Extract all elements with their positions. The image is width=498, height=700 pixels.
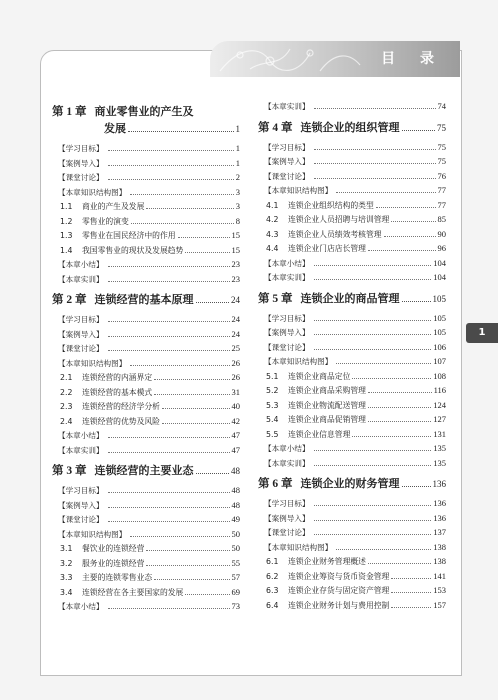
leader-dots	[352, 368, 431, 379]
chapter-number: 第 3 章	[52, 465, 87, 477]
toc-section-entry[interactable]	[258, 226, 446, 241]
entry-label: 【案例导入】	[58, 158, 104, 168]
chapter-heading[interactable]	[52, 461, 240, 478]
chapter-title-line2	[52, 119, 240, 136]
entry-label: 服务业的连锁经营	[82, 558, 145, 568]
page-number-tab: 1	[466, 323, 498, 343]
toc-box-entry[interactable]	[52, 140, 240, 155]
toc-box-entry[interactable]	[258, 255, 446, 270]
chapter-number: 第 2 章	[52, 294, 87, 306]
leader-dots	[391, 568, 431, 579]
toc-section-entry[interactable]	[52, 555, 240, 570]
page-number: 105	[432, 293, 446, 304]
leader-dots	[108, 442, 230, 453]
entry-label: 【本章知识结构图】	[58, 529, 127, 539]
leader-dots	[162, 413, 230, 424]
toc-box-entry[interactable]	[52, 482, 240, 497]
page-number: 26	[231, 357, 240, 368]
page-number: 138	[433, 556, 446, 566]
chapter-number: 第 1 章	[52, 106, 87, 118]
leader-dots	[368, 240, 436, 251]
leader-dots	[196, 461, 230, 474]
toc-box-entry[interactable]	[52, 326, 240, 341]
leader-dots	[108, 427, 230, 438]
toc-box-entry[interactable]	[258, 440, 446, 455]
chapter-heading[interactable]	[258, 289, 446, 306]
leader-dots	[384, 226, 436, 237]
chapter-heading[interactable]	[52, 103, 240, 136]
chapter-title: 连锁经营的基本原理	[94, 293, 194, 306]
toc-box-entry[interactable]	[52, 256, 240, 271]
leader-dots	[108, 497, 230, 508]
page-number: 1	[235, 157, 240, 168]
entry-label: 【案例导入】	[264, 513, 310, 523]
toc-left-column	[52, 98, 240, 613]
leader-dots	[108, 140, 234, 151]
entry-label: 【案例导入】	[58, 500, 104, 510]
page-number: 15	[231, 230, 240, 240]
toc-section-entry[interactable]	[52, 569, 240, 584]
entry-label: 【课堂讨论】	[264, 342, 310, 352]
toc-section-entry[interactable]	[258, 197, 446, 212]
page-number: 2	[235, 172, 240, 182]
leader-dots	[108, 340, 230, 351]
section-number: 5.4	[266, 415, 279, 424]
leader-dots	[314, 310, 432, 321]
toc-section-entry[interactable]	[258, 582, 446, 597]
toc-box-entry[interactable]	[52, 169, 240, 184]
leader-dots	[185, 242, 229, 253]
leader-dots	[402, 474, 431, 487]
toc-section-entry[interactable]	[258, 397, 446, 412]
entry-label: 连锁企业物流配送管理	[288, 400, 366, 410]
page-number: 24	[231, 314, 240, 324]
toc-box-entry[interactable]	[258, 510, 446, 525]
entry-label: 连锁企业商品促销管理	[288, 415, 366, 424]
section-number: 6.2	[266, 571, 279, 581]
toc-box-entry[interactable]	[258, 98, 446, 113]
entry-label: 【课堂讨论】	[58, 173, 104, 182]
entry-label: 【本章实训】	[264, 102, 310, 111]
leader-dots	[108, 326, 230, 337]
entry-label: 【本章小结】	[58, 602, 104, 611]
entry-label: 连锁企业存货与固定资产管理	[288, 586, 390, 595]
section-number: 1.3	[60, 231, 73, 240]
entry-label: 连锁经营在各主要国家的发展	[82, 587, 184, 597]
page-number: 40	[231, 401, 240, 411]
chapter-title: 连锁企业的组织管理	[300, 120, 400, 134]
toc-section-entry[interactable]	[52, 227, 240, 242]
leader-dots	[336, 539, 431, 550]
toc-box-entry[interactable]	[258, 310, 446, 325]
page-number: 50	[231, 543, 240, 553]
toc-box-entry[interactable]	[52, 598, 240, 613]
page-number: 136	[432, 479, 446, 489]
entry-label: 【案例导入】	[58, 329, 104, 339]
leader-dots	[368, 411, 431, 422]
toc-section-entry[interactable]	[258, 211, 446, 226]
page-number: 1	[235, 143, 240, 153]
toc-box-entry[interactable]	[258, 539, 446, 554]
leader-dots	[336, 182, 435, 193]
toc-box-entry[interactable]	[52, 155, 240, 170]
page-number: 57	[231, 572, 240, 582]
entry-label: 商业的产生及发展	[82, 202, 145, 211]
chapter-heading[interactable]	[52, 290, 240, 307]
page-number: 131	[433, 428, 446, 439]
leader-dots	[402, 289, 431, 302]
section-number: 6.4	[266, 600, 279, 610]
page-number: 8	[235, 215, 240, 226]
toc-section-entry[interactable]	[52, 198, 240, 213]
section-number: 3.2	[60, 558, 73, 568]
section-number: 3.3	[60, 573, 73, 582]
section-number: 2.1	[60, 373, 73, 382]
page-number: 104	[433, 272, 446, 282]
page-number: 47	[231, 430, 240, 440]
page-number: 3	[235, 201, 240, 211]
leader-dots	[154, 384, 229, 395]
leader-dots	[146, 540, 229, 551]
entry-label: 连锁企业财务计划与费用控制	[288, 600, 390, 610]
leader-dots	[185, 584, 229, 595]
leader-dots	[314, 168, 436, 179]
page-number: 137	[433, 527, 446, 537]
leader-dots	[314, 339, 432, 350]
page-number: 77	[437, 199, 446, 210]
entry-label: 【学习目标】	[264, 499, 310, 508]
entry-label: 零售业在国民经济中的作用	[82, 231, 176, 240]
leader-dots	[314, 440, 432, 451]
page-number: 135	[433, 443, 446, 453]
entry-label: 连锁经营的基本模式	[82, 387, 153, 397]
entry-label: 【本章知识结构图】	[264, 542, 333, 552]
leader-dots	[314, 524, 432, 535]
toc-box-entry[interactable]	[52, 497, 240, 512]
entry-label: 【案例导入】	[264, 157, 310, 166]
page-number: 108	[433, 370, 446, 381]
leader-dots	[314, 269, 432, 280]
leader-dots	[108, 169, 234, 180]
toc-section-entry[interactable]	[52, 384, 240, 399]
toc-box-entry[interactable]	[52, 340, 240, 355]
entry-label: 【课堂讨论】	[264, 171, 310, 181]
section-number: 2.3	[60, 402, 73, 411]
entry-label: 【本章知识结构图】	[58, 358, 127, 368]
toc-box-entry[interactable]	[258, 455, 446, 470]
toc-box-entry[interactable]	[52, 271, 240, 286]
page-number: 48	[231, 466, 240, 476]
page-number: 157	[433, 599, 446, 610]
page-number: 47	[231, 444, 240, 455]
section-number: 5.2	[266, 386, 279, 395]
entry-label: 【本章知识结构图】	[264, 186, 333, 195]
chapter-title: 连锁企业的财务管理	[300, 477, 400, 490]
page-number: 48	[231, 485, 240, 495]
entry-label: 【学习目标】	[264, 313, 310, 323]
section-number: 4.2	[266, 215, 279, 224]
toc-box-entry[interactable]	[258, 324, 446, 339]
page-number: 105	[433, 312, 446, 323]
section-number: 5.5	[266, 429, 279, 439]
page-number: 50	[231, 528, 240, 539]
page-number: 74	[437, 101, 446, 111]
toc-section-entry[interactable]	[258, 382, 446, 397]
section-number: 1.2	[60, 216, 73, 226]
toc-box-entry[interactable]	[258, 182, 446, 197]
leader-dots	[154, 569, 229, 580]
section-number: 3.4	[60, 587, 73, 597]
entry-label: 【学习目标】	[264, 142, 310, 152]
entry-label: 连锁企业信息管理	[288, 429, 351, 439]
toc-box-entry[interactable]	[52, 442, 240, 457]
toc-section-entry[interactable]	[258, 597, 446, 612]
section-number: 5.3	[266, 400, 279, 410]
toc-section-entry[interactable]	[52, 398, 240, 413]
page-number: 3	[235, 186, 240, 197]
page-number: 127	[433, 414, 446, 424]
leader-dots	[130, 355, 229, 366]
entry-label: 【本章小结】	[264, 444, 310, 453]
toc-section-entry[interactable]	[52, 213, 240, 228]
page-number: 49	[231, 514, 240, 524]
leader-dots	[108, 311, 230, 322]
section-number: 1.4	[60, 245, 73, 255]
leader-dots	[146, 198, 233, 209]
entry-label: 连锁经营的优势及风险	[82, 416, 160, 426]
leader-dots	[131, 213, 234, 224]
section-number: 4.3	[266, 229, 279, 239]
toc-box-entry[interactable]	[258, 153, 446, 168]
section-number: 5.1	[266, 371, 279, 381]
leader-dots	[368, 553, 431, 564]
leader-dots	[402, 118, 436, 131]
entry-label: 【学习目标】	[58, 486, 104, 495]
page-number: 23	[231, 259, 240, 269]
page-number: 25	[231, 343, 240, 353]
leader-dots	[108, 482, 230, 493]
entry-label: 【本章实训】	[58, 274, 104, 284]
page-number: 1	[235, 124, 240, 134]
section-number: 6.3	[266, 586, 279, 595]
leader-dots	[128, 119, 234, 132]
chapter-title-cont: 发展	[104, 122, 126, 135]
leader-dots	[314, 139, 436, 150]
leader-dots	[314, 324, 432, 335]
leader-dots	[336, 353, 431, 364]
toc-box-entry[interactable]	[52, 184, 240, 199]
chapter-number: 第 6 章	[258, 478, 293, 490]
chapter-title: 商业零售业的产生及	[94, 105, 194, 118]
entry-label: 我国零售业的现状及发展趋势	[82, 245, 184, 255]
chapter-heading[interactable]	[258, 474, 446, 491]
toc-section-entry[interactable]	[258, 426, 446, 441]
page-number: 135	[433, 457, 446, 468]
section-number: 2.2	[60, 387, 73, 397]
leader-dots	[162, 398, 230, 409]
toc-section-entry[interactable]	[52, 540, 240, 555]
entry-label: 【本章实训】	[58, 445, 104, 455]
leader-dots	[391, 211, 435, 222]
toc-box-entry[interactable]	[52, 427, 240, 442]
leader-dots	[108, 511, 230, 522]
entry-label: 连锁经营的经济学分析	[82, 402, 160, 411]
chapter-title: 连锁企业的商品管理	[300, 291, 400, 305]
entry-label: 【课堂讨论】	[58, 344, 104, 353]
toc-box-entry[interactable]	[258, 339, 446, 354]
entry-label: 连锁企业商品定位	[288, 371, 351, 381]
page-number: 76	[437, 170, 446, 181]
leader-dots	[314, 255, 432, 266]
toc-section-entry[interactable]	[258, 240, 446, 255]
leader-dots	[178, 227, 230, 238]
toc-box-entry[interactable]	[52, 311, 240, 326]
entry-label: 主要的连锁零售业态	[82, 573, 153, 582]
page-number: 96	[437, 243, 446, 253]
page-number: 42	[231, 415, 240, 426]
entry-label: 连锁经营的内涵界定	[82, 373, 153, 382]
leader-dots	[314, 98, 436, 109]
toc-box-entry[interactable]	[52, 355, 240, 370]
toc-section-entry[interactable]	[258, 411, 446, 426]
entry-label: 零售业的演变	[82, 216, 129, 226]
leader-dots	[108, 155, 234, 166]
page-number: 73	[231, 601, 240, 611]
toc-header-banner	[210, 41, 460, 77]
leader-dots	[368, 382, 432, 393]
page-number: 24	[231, 295, 240, 305]
entry-label: 连锁企业组织结构的类型	[288, 200, 374, 210]
entry-label: 【本章知识结构图】	[264, 357, 333, 366]
toc-box-entry[interactable]	[258, 139, 446, 154]
entry-label: 【本章实训】	[264, 458, 310, 468]
page-number: 77	[437, 185, 446, 195]
leader-dots	[352, 426, 431, 437]
toc-box-entry[interactable]	[52, 526, 240, 541]
leader-dots	[154, 369, 229, 380]
page-number: 116	[433, 385, 446, 395]
page-number: 15	[231, 244, 240, 255]
entry-label: 【课堂讨论】	[264, 528, 310, 537]
entry-label: 【本章小结】	[58, 431, 104, 440]
entry-label: 【课堂讨论】	[58, 515, 104, 524]
leader-dots	[196, 290, 230, 303]
entry-label: 连锁企业商品采购管理	[288, 386, 366, 395]
chapter-number: 第 4 章	[258, 121, 293, 134]
page-number: 90	[437, 228, 446, 239]
toc-box-entry[interactable]	[258, 353, 446, 368]
leader-dots	[146, 555, 229, 566]
leader-dots	[314, 510, 432, 521]
page-number: 55	[231, 557, 240, 568]
chapter-heading[interactable]	[258, 118, 446, 135]
leader-dots	[391, 582, 431, 593]
leader-dots	[391, 597, 431, 608]
toc-right-column	[258, 98, 446, 611]
leader-dots	[314, 495, 432, 506]
leader-dots	[376, 197, 436, 208]
page-number: 124	[433, 399, 446, 410]
leader-dots	[108, 256, 230, 267]
page-number: 104	[433, 257, 446, 268]
toc-section-entry[interactable]	[258, 568, 446, 583]
toc-section-entry[interactable]	[258, 553, 446, 568]
entry-label: 【本章小结】	[58, 260, 104, 269]
page-number: 75	[437, 156, 446, 166]
leader-dots	[130, 526, 229, 537]
entry-label: 连锁企业筹资与货币资金管理	[288, 571, 390, 581]
page-number: 75	[437, 122, 446, 133]
leader-dots	[130, 184, 233, 195]
toc-box-entry[interactable]	[52, 511, 240, 526]
entry-label: 餐饮业的连锁经营	[82, 544, 145, 553]
toc-section-entry[interactable]	[52, 242, 240, 257]
entry-label: 连锁企业门店店长管理	[288, 244, 366, 253]
leader-dots	[368, 397, 431, 408]
toc-box-entry[interactable]	[258, 524, 446, 539]
entry-label: 【本章小结】	[264, 258, 310, 268]
toc-box-entry[interactable]	[258, 168, 446, 183]
page-number: 24	[231, 328, 240, 339]
page-number: 31	[231, 386, 240, 397]
page-number: 26	[231, 372, 240, 382]
chapter-number: 第 5 章	[258, 292, 293, 305]
leader-dots	[108, 598, 230, 609]
entry-label: 【学习目标】	[58, 144, 104, 153]
page-number: 48	[231, 499, 240, 510]
section-number: 1.1	[60, 202, 73, 211]
section-number: 2.4	[60, 416, 73, 426]
toc-section-entry[interactable]	[52, 413, 240, 428]
entry-label: 连锁企业人员招聘与培训管理	[288, 215, 390, 224]
page-number: 136	[433, 498, 446, 508]
section-number: 4.1	[266, 200, 279, 210]
page-number: 136	[433, 512, 446, 523]
page-title: 目 录	[381, 51, 444, 67]
page-number: 75	[437, 141, 446, 152]
page-number: 23	[231, 273, 240, 284]
toc-section-entry[interactable]	[52, 369, 240, 384]
toc-section-entry[interactable]	[52, 584, 240, 599]
entry-label: 【案例导入】	[264, 328, 310, 337]
section-number: 4.4	[266, 244, 279, 253]
toc-box-entry[interactable]	[258, 269, 446, 284]
chapter-title-line1	[52, 103, 240, 119]
page-number: 138	[433, 541, 446, 552]
leader-dots	[108, 271, 230, 282]
page-number: 85	[437, 214, 446, 224]
entry-label: 连锁企业人员绩效考核管理	[288, 229, 382, 239]
section-number: 3.1	[60, 544, 73, 553]
entry-label: 【学习目标】	[58, 315, 104, 324]
leader-dots	[314, 153, 436, 164]
page-number: 141	[433, 570, 446, 581]
section-number: 6.1	[266, 557, 279, 566]
entry-label: 【本章实训】	[264, 273, 310, 282]
page-number: 69	[231, 586, 240, 597]
chapter-title: 连锁经营的主要业态	[94, 464, 194, 477]
page-number: 106	[433, 341, 446, 352]
entry-label: 连锁企业财务管理概述	[288, 557, 366, 566]
toc-box-entry[interactable]	[258, 495, 446, 510]
leader-dots	[314, 455, 432, 466]
entry-label: 【本章知识结构图】	[58, 187, 127, 197]
toc-section-entry[interactable]	[258, 368, 446, 383]
page-number: 105	[433, 327, 446, 337]
page-number: 107	[433, 356, 446, 366]
page-number: 153	[433, 585, 446, 595]
